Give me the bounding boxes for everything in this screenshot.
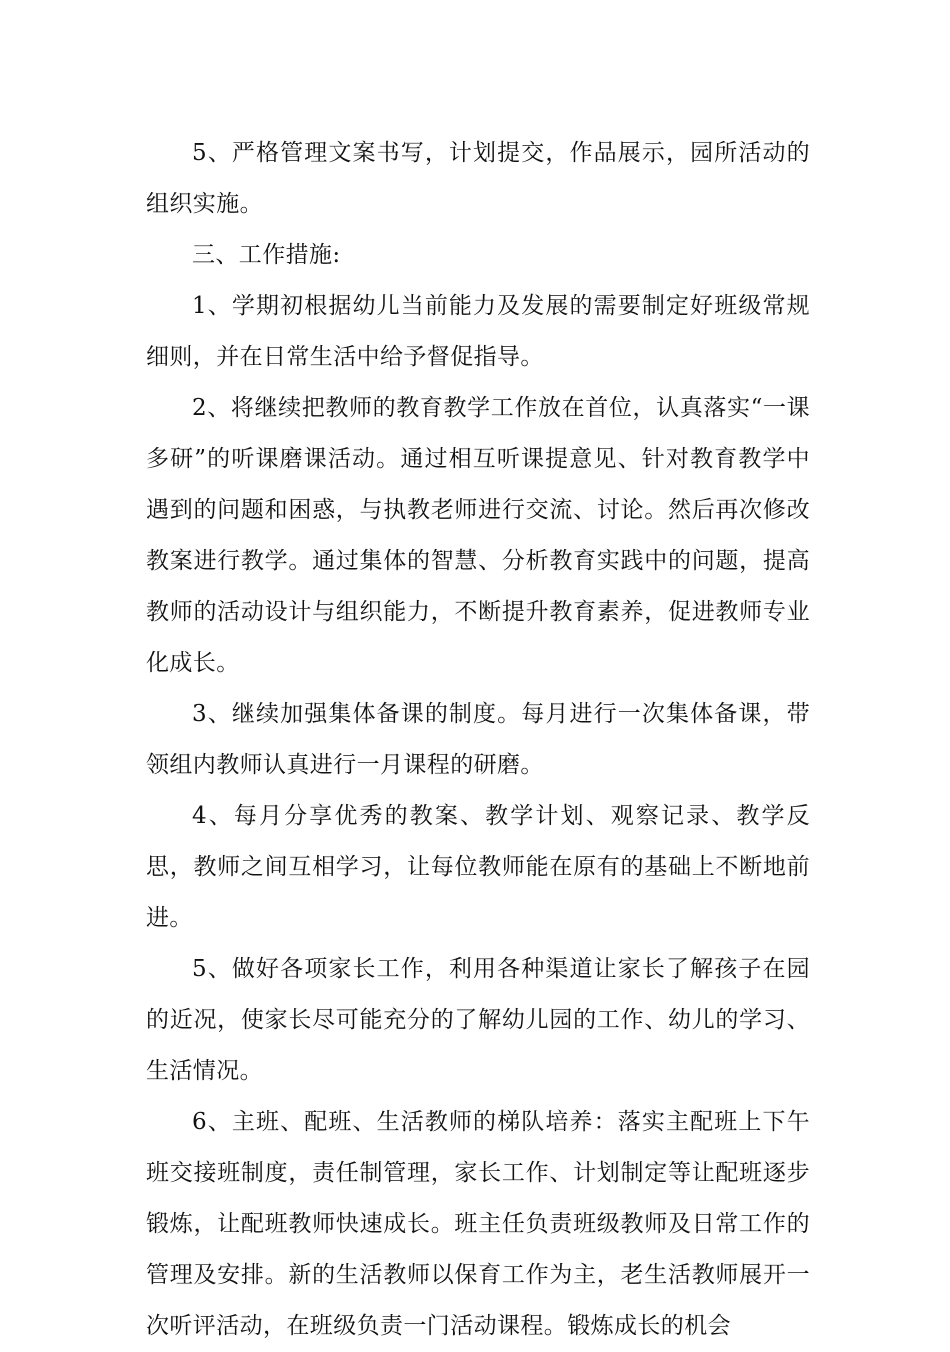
document-body <box>146 128 810 1352</box>
paragraph-measure-1: 1、学期初根据幼儿当前能力及发展的需要制定好班级常规细则，并在日常生活中给予督促指导。 <box>146 293 810 370</box>
paragraph-measure-3: 3、继续加强集体备课的制度。每月进行一次集体备课，带领组内教师认真进行一月课程的研磨。 <box>146 701 810 778</box>
paragraph-measure-6: 6、主班、配班、生活教师的梯队培养：落实主配班上下午班交接班制度，责任制管理，家长工作、计划制定等让配班逐步锻炼，让配班教师快速成长。班主任负责班级教师及日常工作的管理及安排。新的生活教师以保育工作为主，老生活教师展开一次听评活动，在班级负责一门活动课程。锻炼成长的机会 <box>146 1109 810 1339</box>
paragraph-item-5-management: 5、严格管理文案书写，计划提交，作品展示，园所活动的组织实施。 <box>146 140 810 217</box>
section-heading-work-measures: 三、工作措施: <box>192 242 341 268</box>
paragraph-measure-4: 4、每月分享优秀的教案、教学计划、观察记录、教学反思，教师之间互相学习，让每位教师能在原有的基础上不断地前进。 <box>146 803 810 931</box>
paragraph-measure-5: 5、做好各项家长工作，利用各种渠道让家长了解孩子在园的近况，使家长尽可能充分的了解幼儿园的工作、幼儿的学习、生活情况。 <box>146 956 810 1084</box>
paragraph-measure-2: 2、将继续把教师的教育教学工作放在首位，认真落实“一课多研”的听课磨课活动。通过相互听课提意见、针对教育教学中遇到的问题和困惑，与执教老师进行交流、讨论。然后再次修改教案进行教学。通过集体的智慧、分析教育实践中的问题，提高教师的活动设计与组织能力，不断提升教育素养，促进教师专业化成长。 <box>146 395 810 676</box>
